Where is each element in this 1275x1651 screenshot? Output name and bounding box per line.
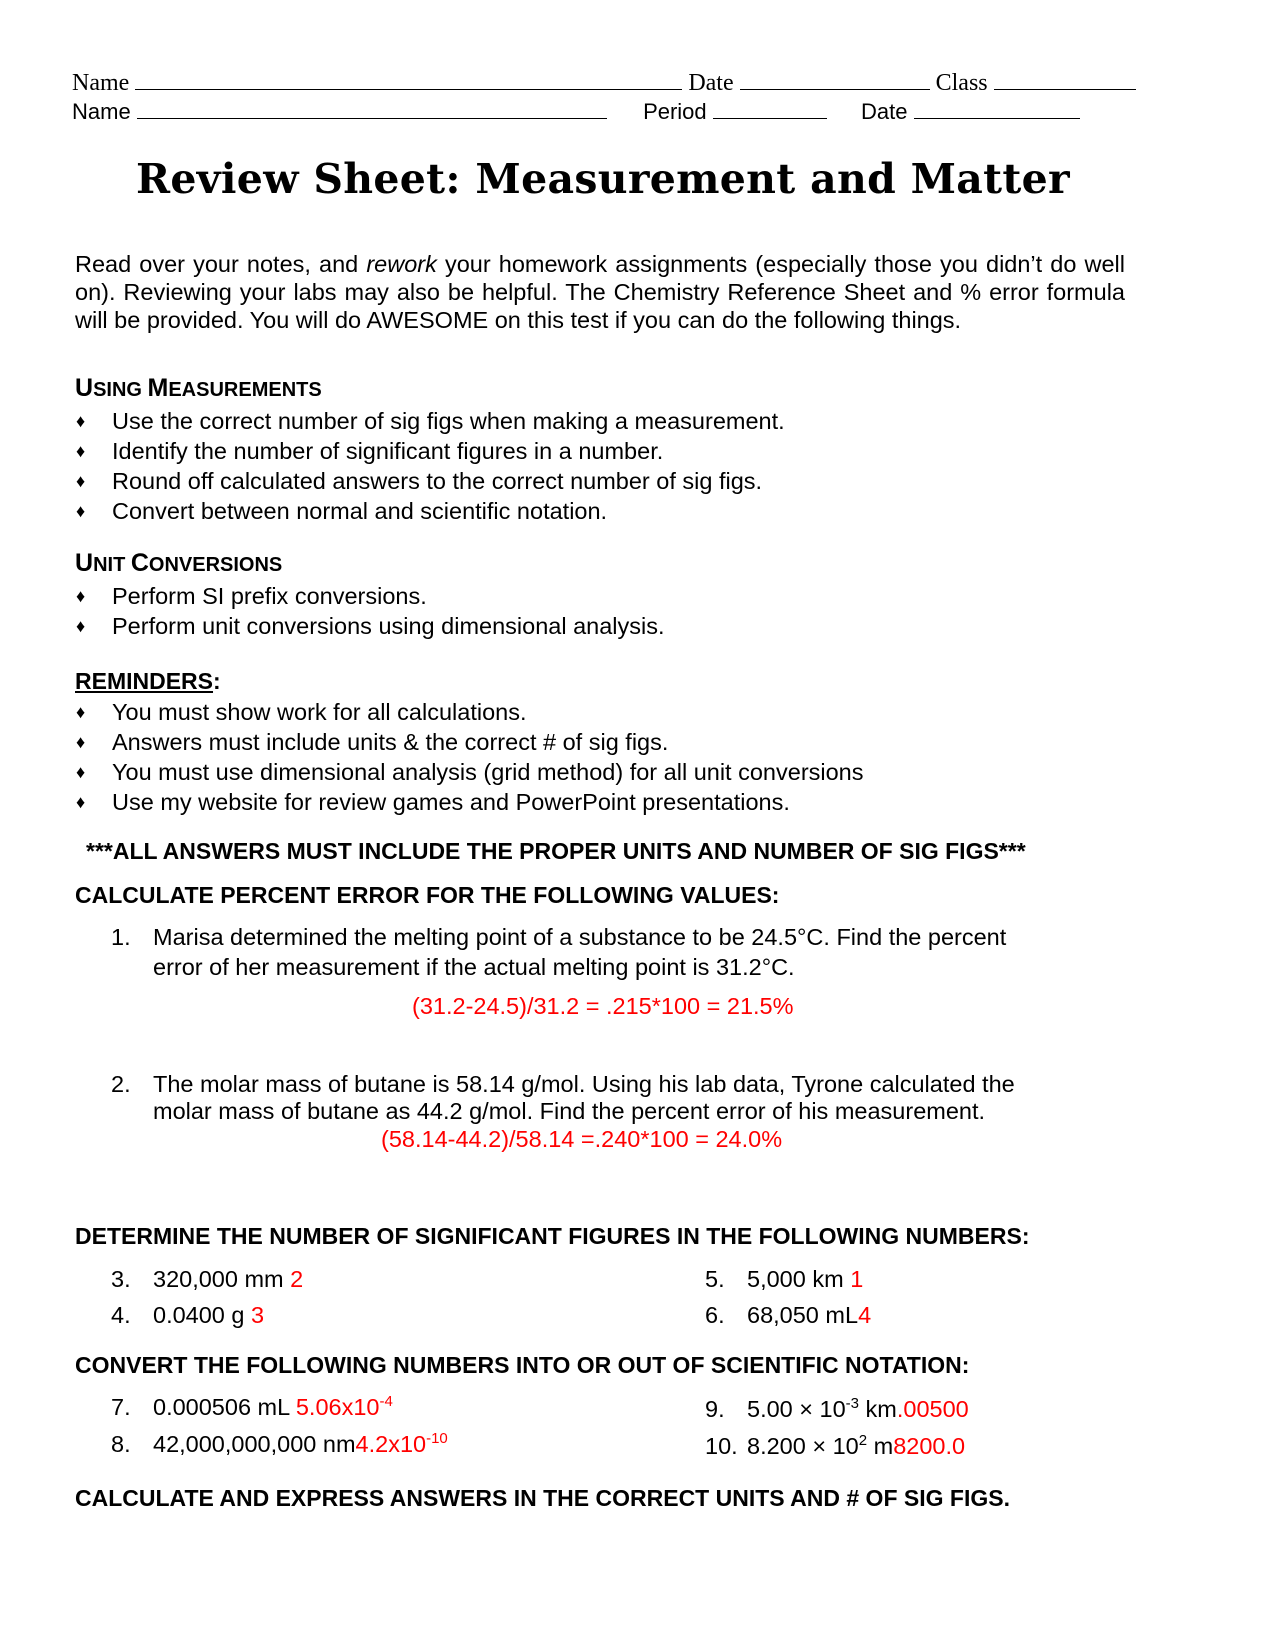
diamond-bullet-icon: ♦ (76, 702, 86, 722)
list-item: ♦ Answers must include units & the correct # of sig figs. (76, 729, 669, 755)
question-1-line-2: error of her measurement if the actual melting point is 31.2°C. (153, 954, 795, 980)
list-item: ♦ Convert between normal and scientific notation. (76, 498, 608, 524)
header-row-2 (72, 99, 1080, 125)
date-label-2: Date (861, 99, 908, 124)
question-7: 7. 0.000506 mL $5.06x10^{-4}$ (111, 1393, 393, 1420)
date-blank-2[interactable] (914, 117, 1080, 119)
date-label: Date (688, 70, 734, 96)
list-item: ♦ Round off calculated answers to the correct number of sig figs. (76, 468, 763, 494)
question-5: 5. 5,000 km 1 (705, 1266, 864, 1292)
diamond-bullet-icon: ♦ (76, 501, 86, 521)
section-heading-reminders: REMINDERS: (75, 668, 221, 694)
intro-italic: rework (366, 251, 437, 277)
diamond-bullet-icon: ♦ (76, 586, 86, 606)
list-item: ♦ You must show work for all calculations. (76, 699, 527, 725)
section-heading-unit-conversions: UNIT CONVERSIONS (75, 549, 283, 577)
all-answers-note: ***ALL ANSWERS MUST INCLUDE THE PROPER UNITS AND NUMBER OF SIG FIGS*** (86, 838, 1026, 864)
answer-2: (58.14-44.2)/58.14 =.240*100 = 24.0% (381, 1126, 783, 1152)
answer-7: $5.06x10^{-4}$ (295, 1393, 393, 1420)
name-blank[interactable] (135, 88, 682, 90)
question-9: 9. $5.00 \times 10^{-3}$ km.00500 (705, 1395, 969, 1422)
question-2-line-2: molar mass of butane as 44.2 g/mol. Find the percent error of his measurement. (153, 1098, 986, 1124)
name-label-2: Name (72, 99, 131, 124)
answer-1: (31.2-24.5)/31.2 = .215*100 = 21.5% (412, 993, 794, 1019)
list-item: ♦ Use my website for review games and PowerPoint presentations. (76, 789, 790, 815)
answer-10: 8200.0 (893, 1433, 966, 1459)
diamond-bullet-icon: ♦ (76, 441, 86, 461)
answer-3: 2 (290, 1266, 304, 1292)
sci-notation-heading: CONVERT THE FOLLOWING NUMBERS INTO OR OUT OF SCIENTIFIC NOTATION: (75, 1352, 970, 1378)
list-item: ♦ Use the correct number of sig figs when making a measurement. (76, 408, 785, 434)
list-item: ♦ You must use dimensional analysis (grid method) for all unit conversions (76, 759, 864, 785)
list-item: ♦ Perform unit conversions using dimensional analysis. (76, 613, 665, 639)
percent-error-heading: CALCULATE PERCENT ERROR FOR THE FOLLOWING VALUES: (75, 882, 780, 908)
intro-text-1: Read over your notes, and (75, 251, 367, 277)
question-4: 4. 0.0400 g 3 (111, 1302, 265, 1328)
question-2: 2. The molar mass of butane is 58.14 g/mol. Using his lab data, Tyrone calculated the (111, 1071, 1015, 1097)
name-blank-2[interactable] (137, 117, 607, 119)
question-6: 6. 68,050 mL4 (705, 1302, 872, 1328)
question-10: 10. $8.200 \times 10^2$ m8200.0 (705, 1432, 966, 1459)
diamond-bullet-icon: ♦ (76, 411, 86, 431)
calculate-heading: CALCULATE AND EXPRESS ANSWERS IN THE CORRECT UNITS AND # OF SIG FIGS. (75, 1485, 1010, 1511)
period-label: Period (643, 99, 707, 124)
answer-8: $4.2x10^{-10}$ (355, 1430, 448, 1457)
using-measurements-list (75, 406, 785, 526)
diamond-bullet-icon: ♦ (76, 616, 86, 636)
unit-conversions-list (75, 581, 665, 641)
class-label: Class (935, 70, 988, 96)
date-blank[interactable] (740, 88, 930, 90)
sig-figs-heading: DETERMINE THE NUMBER OF SIGNIFICANT FIGURES IN THE FOLLOWING NUMBERS: (75, 1223, 1030, 1249)
section-heading-using-measurements: USING MEASUREMENTS (75, 374, 322, 402)
answer-9: .00500 (896, 1396, 969, 1422)
intro-text-2: your homework assignments (especially those you didn’t do well on). Reviewing your labs may also be helpful. The Chemistry Reference Sheet and % error formula will be provided. You will do AWESOME on this test if you can do the following things. (75, 251, 1125, 333)
name-label: Name (72, 70, 130, 96)
answer-5: 1 (850, 1266, 864, 1292)
intro-paragraph (75, 250, 1125, 334)
list-item: ♦ Identify the number of significant figures in a number. (76, 438, 664, 464)
header-row-1 (72, 70, 1136, 97)
question-3: 3. 320,000 mm 2 (111, 1266, 304, 1292)
question-8: 8. 42,000,000,000 $nm4.2x10^{-10}$ (111, 1430, 448, 1457)
page-title: Review Sheet: Measurement and Matter (136, 155, 1070, 203)
diamond-bullet-icon: ♦ (76, 471, 86, 491)
list-item: ♦ Perform SI prefix conversions. (76, 583, 427, 609)
answer-6: 4 (858, 1302, 872, 1328)
diamond-bullet-icon: ♦ (76, 792, 86, 812)
question-1: 1. Marisa determined the melting point of a substance to be 24.5°C. Find the percent (111, 924, 1007, 950)
class-blank[interactable] (994, 88, 1136, 90)
period-blank[interactable] (713, 117, 827, 119)
diamond-bullet-icon: ♦ (76, 732, 86, 752)
diamond-bullet-icon: ♦ (76, 762, 86, 782)
answer-4: 3 (251, 1302, 265, 1328)
reminders-list (75, 697, 864, 817)
